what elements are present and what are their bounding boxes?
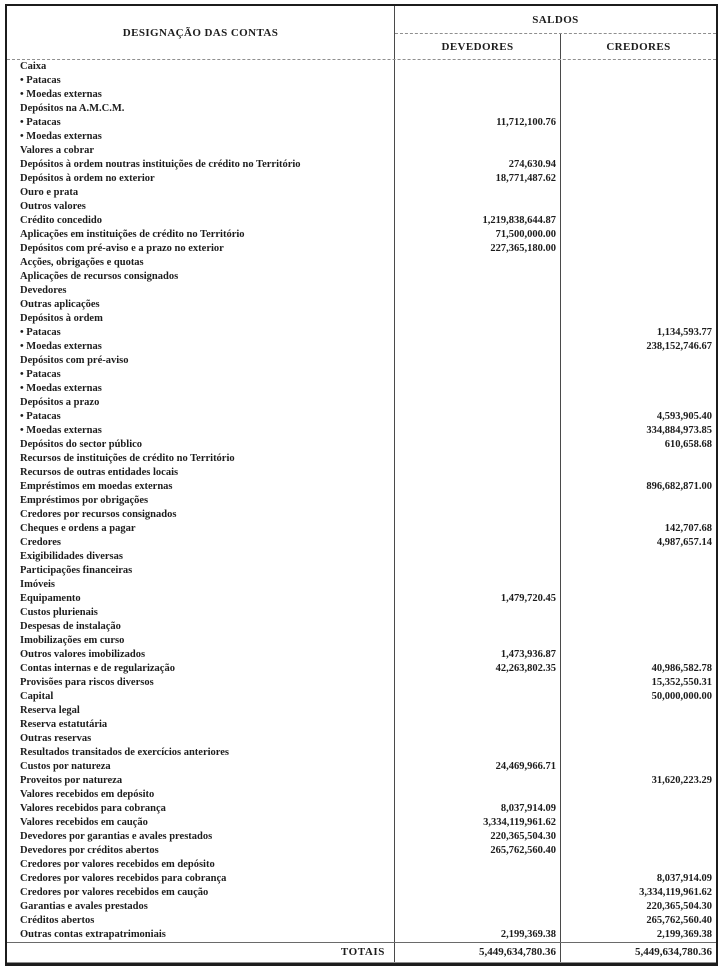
column-group-header-saldos: SALDOS [395, 6, 716, 34]
devedores-value [395, 718, 561, 732]
account-label: Depósitos na A.M.C.M. [7, 102, 395, 116]
totals-credores-value: 5,449,634,780.36 [635, 946, 712, 958]
credores-value [561, 802, 716, 816]
devedores-value [395, 634, 561, 648]
table-row [7, 676, 716, 690]
table-row [7, 914, 716, 928]
table-row [7, 354, 716, 368]
credores-value: 4,987,657.14 [656, 536, 712, 548]
account-label: Custos plurienais [7, 606, 395, 620]
table-row [7, 620, 716, 634]
account-label: Outros valores imobilizados [7, 648, 395, 662]
totals-devedores-value: 5,449,634,780.36 [395, 943, 561, 962]
account-label: Reserva legal [7, 704, 395, 718]
credores-value: 4,593,905.40 [656, 410, 712, 422]
table-row [7, 802, 716, 816]
credores-value: 238,152,746.67 [646, 340, 712, 352]
credores-value [561, 382, 716, 396]
table-row [7, 816, 716, 830]
table-row [7, 648, 716, 662]
devedores-value [395, 494, 561, 508]
table-row [7, 494, 716, 508]
credores-value [561, 102, 716, 116]
devedores-value [395, 284, 561, 298]
table-row [7, 886, 716, 900]
credores-value [561, 130, 716, 144]
account-label: Devedores [7, 284, 395, 298]
devedores-value [395, 88, 561, 102]
table-row [7, 396, 716, 410]
devedores-value [395, 620, 561, 634]
credores-value [561, 396, 716, 410]
credores-value: 8,037,914.09 [656, 872, 712, 884]
account-label: Credores por valores recebidos em caução [7, 886, 395, 900]
credores-value [561, 172, 716, 186]
account-label: Outras aplicações [7, 298, 395, 312]
devedores-value [395, 144, 561, 158]
devedores-value [395, 270, 561, 284]
credores-value [561, 144, 716, 158]
table-row [7, 368, 716, 382]
table-row [7, 844, 716, 858]
credores-value [561, 494, 716, 508]
account-label: • Moedas externas [7, 88, 395, 102]
devedores-value [395, 788, 561, 802]
account-label: Imobilizações em curso [7, 634, 395, 648]
credores-value [561, 186, 716, 200]
credores-value [561, 508, 716, 522]
table-row [7, 900, 716, 914]
table-row [7, 172, 716, 186]
credores-value: 3,334,119,961.62 [639, 886, 712, 898]
devedores-value [395, 298, 561, 312]
table-row [7, 60, 716, 74]
credores-value [561, 60, 716, 74]
credores-value [561, 452, 716, 466]
account-label: Exigibilidades diversas [7, 550, 395, 564]
account-label: Outros valores [7, 200, 395, 214]
devedores-value: 220,365,504.30 [395, 830, 561, 844]
devedores-value: 1,473,936.87 [395, 648, 561, 662]
credores-value [561, 88, 716, 102]
table-row [7, 74, 716, 88]
devedores-value [395, 410, 561, 424]
credores-value [561, 606, 716, 620]
devedores-value [395, 886, 561, 900]
credores-value [561, 242, 716, 256]
table-row [7, 928, 716, 942]
table-row [7, 550, 716, 564]
account-label: Valores recebidos em caução [7, 816, 395, 830]
table-row [7, 508, 716, 522]
table-row [7, 718, 716, 732]
table-row [7, 872, 716, 886]
account-label: Devedores por garantias e avales prestados [7, 830, 395, 844]
account-label: Valores a cobrar [7, 144, 395, 158]
credores-value: 220,365,504.30 [646, 900, 712, 912]
table-row [7, 340, 716, 354]
devedores-value [395, 312, 561, 326]
table-row [7, 690, 716, 704]
credores-value [561, 760, 716, 774]
devedores-value [395, 368, 561, 382]
table-row [7, 242, 716, 256]
credores-value: 40,986,582.78 [651, 662, 712, 674]
account-label: Outras reservas [7, 732, 395, 746]
devedores-value: 24,469,966.71 [395, 760, 561, 774]
devedores-value [395, 200, 561, 214]
credores-value [561, 354, 716, 368]
devedores-value [395, 438, 561, 452]
devedores-value [395, 130, 561, 144]
devedores-value [395, 466, 561, 480]
credores-value [561, 74, 716, 88]
devedores-value [395, 606, 561, 620]
devedores-value [395, 340, 561, 354]
credores-value [561, 158, 716, 172]
table-row [7, 424, 716, 438]
table-row [7, 578, 716, 592]
table-row [7, 410, 716, 424]
account-label: • Moedas externas [7, 424, 395, 438]
table-row [7, 606, 716, 620]
account-label: Credores [7, 536, 395, 550]
table-row [7, 662, 716, 676]
credores-value [561, 550, 716, 564]
devedores-value [395, 746, 561, 760]
devedores-value [395, 102, 561, 116]
table-row [7, 382, 716, 396]
column-header-devedores: DEVEDORES [395, 34, 561, 59]
devedores-value [395, 480, 561, 494]
table-row [7, 634, 716, 648]
account-label: Custos por natureza [7, 760, 395, 774]
devedores-value: 1,219,838,644.87 [395, 214, 561, 228]
credores-value [561, 620, 716, 634]
devedores-value [395, 858, 561, 872]
devedores-value: 18,771,487.62 [395, 172, 561, 186]
account-label: • Moedas externas [7, 340, 395, 354]
devedores-value: 71,500,000.00 [395, 228, 561, 242]
table-row [7, 130, 716, 144]
table-row [7, 522, 716, 536]
totals-label: TOTAIS [7, 943, 395, 962]
credores-value [561, 788, 716, 802]
credores-value [561, 592, 716, 606]
credores-value [561, 228, 716, 242]
credores-value [561, 312, 716, 326]
devedores-value [395, 256, 561, 270]
account-label: Proveitos por natureza [7, 774, 395, 788]
devedores-value: 11,712,100.76 [395, 116, 561, 130]
table-row [7, 760, 716, 774]
account-label: Capital [7, 690, 395, 704]
credores-value: 265,762,560.40 [646, 914, 712, 926]
devedores-value [395, 690, 561, 704]
devedores-value [395, 732, 561, 746]
devedores-value: 2,199,369.38 [395, 928, 561, 942]
credores-value [561, 830, 716, 844]
devedores-value: 227,365,180.00 [395, 242, 561, 256]
account-label: Credores por valores recebidos para cobrança [7, 872, 395, 886]
table-row [7, 592, 716, 606]
account-label: Crédito concedido [7, 214, 395, 228]
account-label: Recursos de instituições de crédito no Território [7, 452, 395, 466]
table-body [7, 60, 716, 942]
account-label: Aplicações em instituições de crédito no Território [7, 228, 395, 242]
account-label: • Patacas [7, 74, 395, 88]
devedores-value [395, 396, 561, 410]
table-row [7, 326, 716, 340]
credores-value [561, 704, 716, 718]
table-row [7, 228, 716, 242]
table-row [7, 466, 716, 480]
account-label: • Moedas externas [7, 130, 395, 144]
devedores-value [395, 60, 561, 74]
credores-value [561, 844, 716, 858]
table-row [7, 858, 716, 872]
account-label: Credores por recursos consignados [7, 508, 395, 522]
devedores-value [395, 872, 561, 886]
credores-value [561, 718, 716, 732]
credores-value: 334,884,973.85 [646, 424, 712, 436]
table-row [7, 158, 716, 172]
table-row [7, 452, 716, 466]
account-label: Valores recebidos para cobrança [7, 802, 395, 816]
devedores-value: 1,479,720.45 [395, 592, 561, 606]
credores-value [561, 284, 716, 298]
devedores-value [395, 578, 561, 592]
devedores-value: 3,334,119,961.62 [395, 816, 561, 830]
account-label: Empréstimos por obrigações [7, 494, 395, 508]
devedores-value [395, 550, 561, 564]
account-label: • Patacas [7, 326, 395, 340]
account-label: Depósitos do sector público [7, 438, 395, 452]
credores-value: 31,620,223.29 [651, 774, 712, 786]
table-row [7, 256, 716, 270]
account-label: Acções, obrigações e quotas [7, 256, 395, 270]
credores-value: 896,682,871.00 [646, 480, 712, 492]
credores-value [561, 116, 716, 130]
credores-value [561, 732, 716, 746]
table-row [7, 564, 716, 578]
devedores-value [395, 452, 561, 466]
totals-row [7, 942, 716, 963]
table-row [7, 200, 716, 214]
account-label: • Patacas [7, 410, 395, 424]
table-row [7, 312, 716, 326]
credores-value: 15,352,550.31 [651, 676, 712, 688]
credores-value [561, 564, 716, 578]
table-row [7, 732, 716, 746]
devedores-value: 274,630.94 [395, 158, 561, 172]
credores-value [561, 816, 716, 830]
devedores-value [395, 354, 561, 368]
account-label: Valores recebidos em depósito [7, 788, 395, 802]
devedores-value [395, 704, 561, 718]
account-label: Cheques e ordens a pagar [7, 522, 395, 536]
account-label: Resultados transitados de exercícios anteriores [7, 746, 395, 760]
credores-value [561, 256, 716, 270]
devedores-value [395, 564, 561, 578]
account-label: Provisões para riscos diversos [7, 676, 395, 690]
credores-value: 610,658.68 [664, 438, 712, 450]
devedores-value [395, 676, 561, 690]
credores-value [561, 746, 716, 760]
account-label: Devedores por créditos abertos [7, 844, 395, 858]
account-label: • Moedas externas [7, 382, 395, 396]
table-row [7, 102, 716, 116]
devedores-value: 42,263,802.35 [395, 662, 561, 676]
table-row [7, 788, 716, 802]
account-label: Depósitos com pré-aviso [7, 354, 395, 368]
credores-value [561, 578, 716, 592]
account-label: • Patacas [7, 116, 395, 130]
account-label: Credores por valores recebidos em depósito [7, 858, 395, 872]
table-row [7, 186, 716, 200]
table-row [7, 270, 716, 284]
credores-value [561, 298, 716, 312]
account-label: Depósitos à ordem no exterior [7, 172, 395, 186]
account-label: • Patacas [7, 368, 395, 382]
credores-value [561, 648, 716, 662]
devedores-value [395, 424, 561, 438]
credores-value [561, 214, 716, 228]
account-label: Equipamento [7, 592, 395, 606]
credores-value [561, 200, 716, 214]
table-row [7, 480, 716, 494]
table-row [7, 774, 716, 788]
account-label: Garantias e avales prestados [7, 900, 395, 914]
account-label: Participações financeiras [7, 564, 395, 578]
credores-value [561, 634, 716, 648]
credores-value: 50,000,000.00 [651, 690, 712, 702]
credores-value: 1,134,593.77 [656, 326, 712, 338]
table-row [7, 144, 716, 158]
table-row [7, 88, 716, 102]
credores-value [561, 368, 716, 382]
account-label: Empréstimos em moedas externas [7, 480, 395, 494]
devedores-value [395, 536, 561, 550]
account-label: Despesas de instalação [7, 620, 395, 634]
column-header-credores: CREDORES [606, 40, 671, 53]
account-label: Outras contas extrapatrimoniais [7, 928, 395, 942]
account-label: Depósitos à ordem [7, 312, 395, 326]
table-row [7, 116, 716, 130]
balance-sheet-table [5, 4, 718, 966]
devedores-value [395, 900, 561, 914]
table-row [7, 746, 716, 760]
devedores-value [395, 326, 561, 340]
devedores-value [395, 774, 561, 788]
table-row [7, 830, 716, 844]
account-label: Aplicações de recursos consignados [7, 270, 395, 284]
devedores-value [395, 508, 561, 522]
credores-value [561, 270, 716, 284]
account-label: Depósitos com pré-aviso e a prazo no exterior [7, 242, 395, 256]
column-header-designacao-das-contas: DESIGNAÇÃO DAS CONTAS [7, 6, 395, 59]
account-label: Créditos abertos [7, 914, 395, 928]
devedores-value [395, 74, 561, 88]
credores-value: 142,707.68 [664, 522, 712, 534]
devedores-value [395, 186, 561, 200]
account-label: Caixa [7, 60, 395, 74]
account-label: Imóveis [7, 578, 395, 592]
table-row [7, 536, 716, 550]
table-row [7, 214, 716, 228]
account-label: Contas internas e de regularização [7, 662, 395, 676]
table-row [7, 438, 716, 452]
devedores-value: 8,037,914.09 [395, 802, 561, 816]
devedores-value: 265,762,560.40 [395, 844, 561, 858]
credores-value [561, 466, 716, 480]
account-label: Recursos de outras entidades locais [7, 466, 395, 480]
credores-value: 2,199,369.38 [656, 928, 712, 940]
devedores-value [395, 382, 561, 396]
account-label: Reserva estatutária [7, 718, 395, 732]
account-label: Depósitos a prazo [7, 396, 395, 410]
devedores-value [395, 914, 561, 928]
account-label: Ouro e prata [7, 186, 395, 200]
table-row [7, 298, 716, 312]
account-label: Depósitos à ordem noutras instituições de crédito no Território [7, 158, 395, 172]
devedores-value [395, 522, 561, 536]
credores-value [561, 858, 716, 872]
table-header [7, 6, 716, 60]
table-row [7, 284, 716, 298]
table-row [7, 704, 716, 718]
